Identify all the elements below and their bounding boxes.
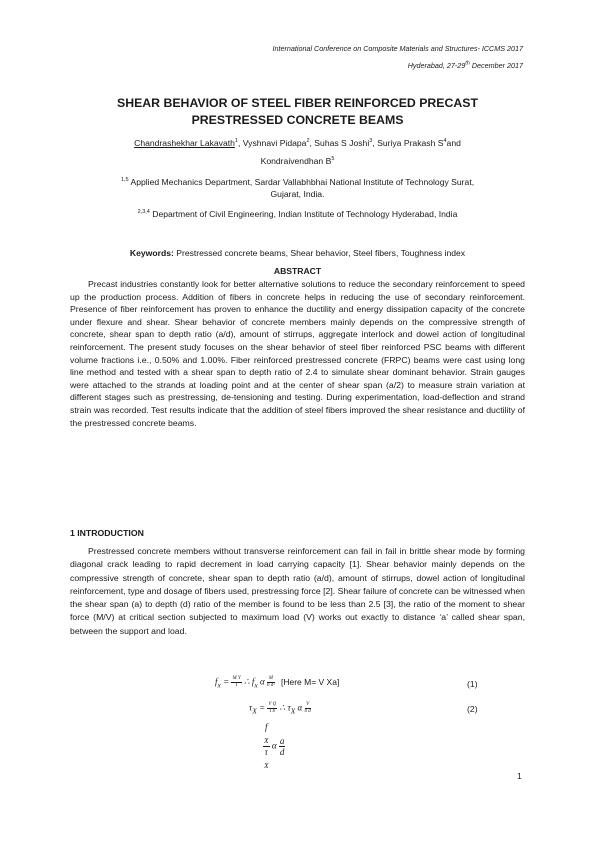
running-header-date: Hyderabad, 27-29th December 2017 (407, 60, 523, 70)
affiliation-2: $^{2,3,4}$ Department of Civil Engineering, Indian Institute of Technology Hyderabad, India (137, 209, 458, 219)
keywords-label: Keywords: (129, 248, 174, 258)
abstract-body: Precast industries constantly look for better alternative solutions to reduce the secondary reinforcement to speed up the production process. Addition of fibers in concrete helps in reducing the use of secondary reinforcement. Presence of fiber reinforcement has proven to enhance the ductility and energy dissipation capacity of the concrete under flexure and shear. Shear behavior of concrete members mainly depends on the compressive strength of concrete, shear span to depth ratio (a/d), amount of stirrups, aggregate interlock and dowel action of longitudinal reinforcement. The present study focuses on the shear behavior of steel fiber reinforced PSC beams with different volume fractions i.e., 0.50% and 1.00%. Fiber reinforced prestressed concrete (FRPC) beams were cast using long line method and tested with a shear span to depth ratio of 2.4 to simulate shear dominant behavior. Strain gauges were attached to the strands at loading point and at the center of shear span (a/2) to measure strain variation at different stages such as prestressing, de-tensioning and testing. During experimentation, load-deflection and strand strain was recorded. Test results indicate that the addition of steel fibers improved the shear resistance and ductility of the prestressed concrete beams. (70, 279, 525, 428)
equation-2-number: (2) (467, 704, 478, 714)
paper-title: SHEAR BEHAVIOR OF STEEL FIBER REINFORCED PRECAST PRESTRESSED CONCRETE BEAMS (117, 96, 478, 127)
equation-1: $f_x$ = $\frac{\text{M Y}}{I}$ ∴ $f_x$ α $\frac{M}{\text{b d²}}$ [Here M= V Xa] (215, 676, 340, 690)
equation-3: f $_X$ τ $_X$ α $\frac{a}{d}$ (264, 722, 285, 770)
affiliation-1: $^{1,5}$ Applied Mechanics Department, Sardar Vallabhbhai National Institute of Technology Surat, Gujarat, India. (120, 177, 475, 199)
page-number: 1 (517, 771, 522, 781)
abstract-heading: ABSTRACT (273, 266, 322, 276)
author-3: , Suhas S Joshi (309, 138, 370, 148)
author-2: , Vyshnavi Pidapa (237, 138, 307, 148)
keywords: Keywords: Prestressed concrete beams, Shear behavior, Steel fibers, Toughness index (129, 248, 466, 258)
author-5: Kondraivendhan $B^5$ (260, 156, 335, 166)
author-1: Chandrashekhar Lakavath (134, 138, 235, 148)
author-list: Chandrashekhar Lakavath$^1$, Vyshnavi Pidapa$^2$, Suhas S Joshi$^3$, Suriya Prakash $S^4and$ (134, 138, 461, 148)
introduction-body: Prestressed concrete members without transverse reinforcement can fail in fail in brittle shear mode by forming diagonal crack leading to rapid decrement in load carrying capacity [1]. Shear behavior mainly depends on the compressive strength of concrete, shear span to depth ratio (a/d), amount of stirrups, dowel action of longitudinal reinforcement, type and dosage of fibers used, prestressing force [2]. Shear failure of concrete can be witnessed when the shear span (a) to depth (d) ratio of the member is found to be less than 2.5 [3], the ratio of the moment to shear force (M/V) at critical section subjected to maximum load (V) works out exactly to distance ‘a’ called shear span, between the support and load. (70, 546, 525, 636)
author-4: , Suriya Prakash S (372, 138, 444, 148)
equation-1-number: (1) (467, 679, 478, 689)
running-header-conference: International Conference on Composite Materials and Structures- ICCMS 2017 (272, 44, 523, 53)
section-heading-introduction: 1 INTRODUCTION (70, 528, 144, 538)
equation-2: $\tau_X$ = $\frac{\text{V Q}}{\text{I b}}$ ∴ $\tau_X$ α $\frac{V}{\text{b d}}$ (249, 702, 311, 716)
